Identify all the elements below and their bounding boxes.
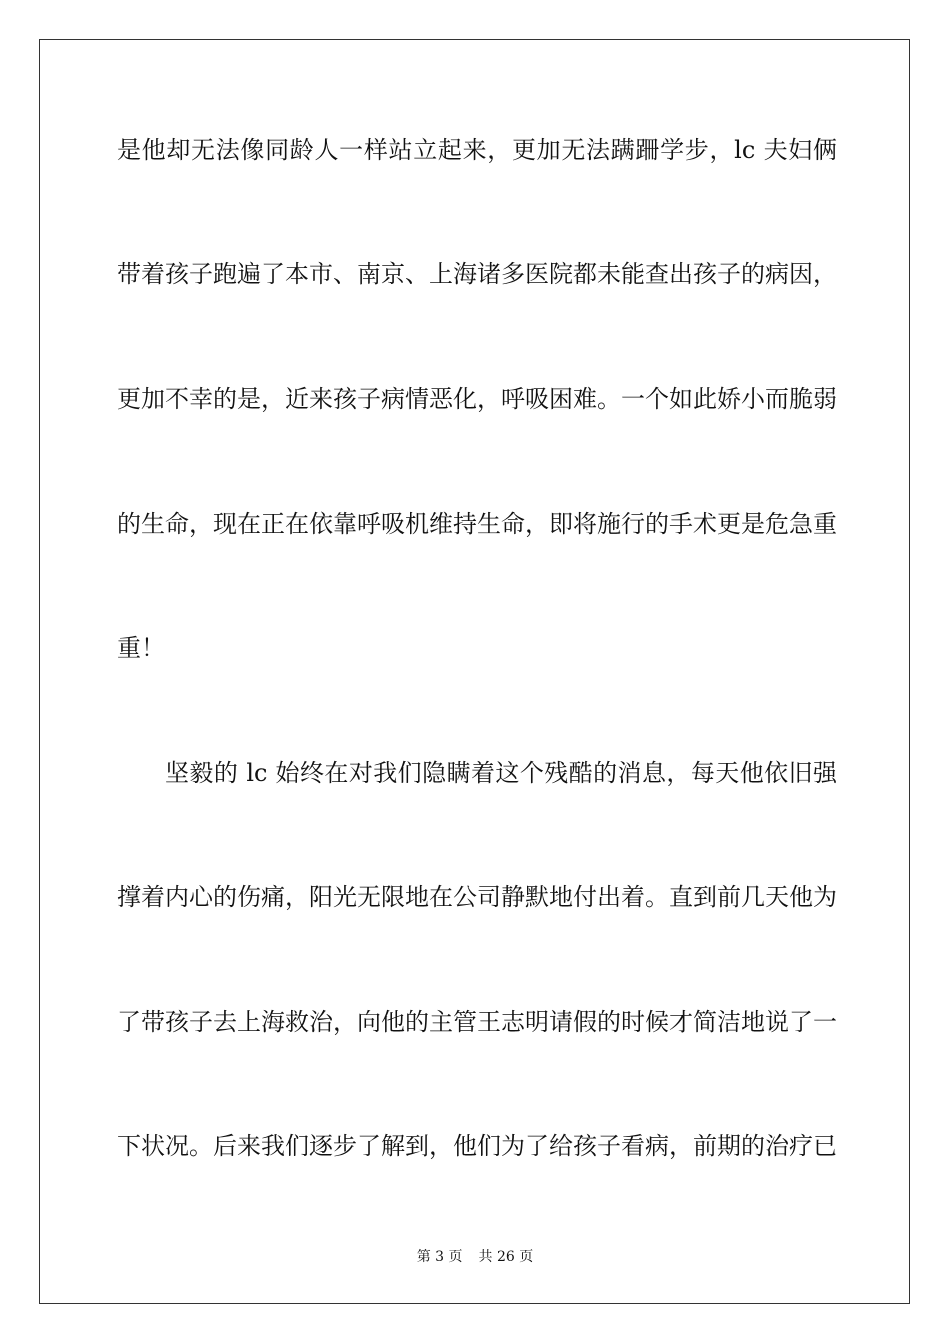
text-line-7: 撑着内心的伤痛，阳光无限地在公司静默地付出着。直到前几天他为 bbox=[117, 883, 837, 911]
text-line-2: 带着孩子跑遍了本市、南京、上海诸多医院都未能查出孩子的病因， bbox=[117, 260, 837, 288]
page-total: 共 26 页 bbox=[478, 1249, 534, 1265]
text-line-4: 的生命，现在正在依靠呼吸机维持生命，即将施行的手术更是危急重 bbox=[117, 510, 837, 538]
text-line-9: 下状况。后来我们逐步了解到，他们为了给孩子看病，前期的治疗已 bbox=[117, 1132, 837, 1160]
page-border bbox=[39, 39, 910, 1304]
text-line-1: 是他却无法像同龄人一样站立起来，更加无法蹒跚学步，lc 夫妇俩 bbox=[117, 136, 837, 164]
text-line-5: 重！ bbox=[117, 634, 165, 662]
page-footer bbox=[0, 1248, 950, 1266]
page-number: 第 3 页 bbox=[416, 1249, 463, 1265]
text-line-6: 坚毅的 lc 始终在对我们隐瞒着这个残酷的消息，每天他依旧强 bbox=[165, 759, 837, 787]
text-line-8: 了带孩子去上海救治，向他的主管王志明请假的时候才简洁地说了一 bbox=[117, 1008, 837, 1036]
text-line-3: 更加不幸的是，近来孩子病情恶化，呼吸困难。一个如此娇小而脆弱 bbox=[117, 385, 837, 413]
